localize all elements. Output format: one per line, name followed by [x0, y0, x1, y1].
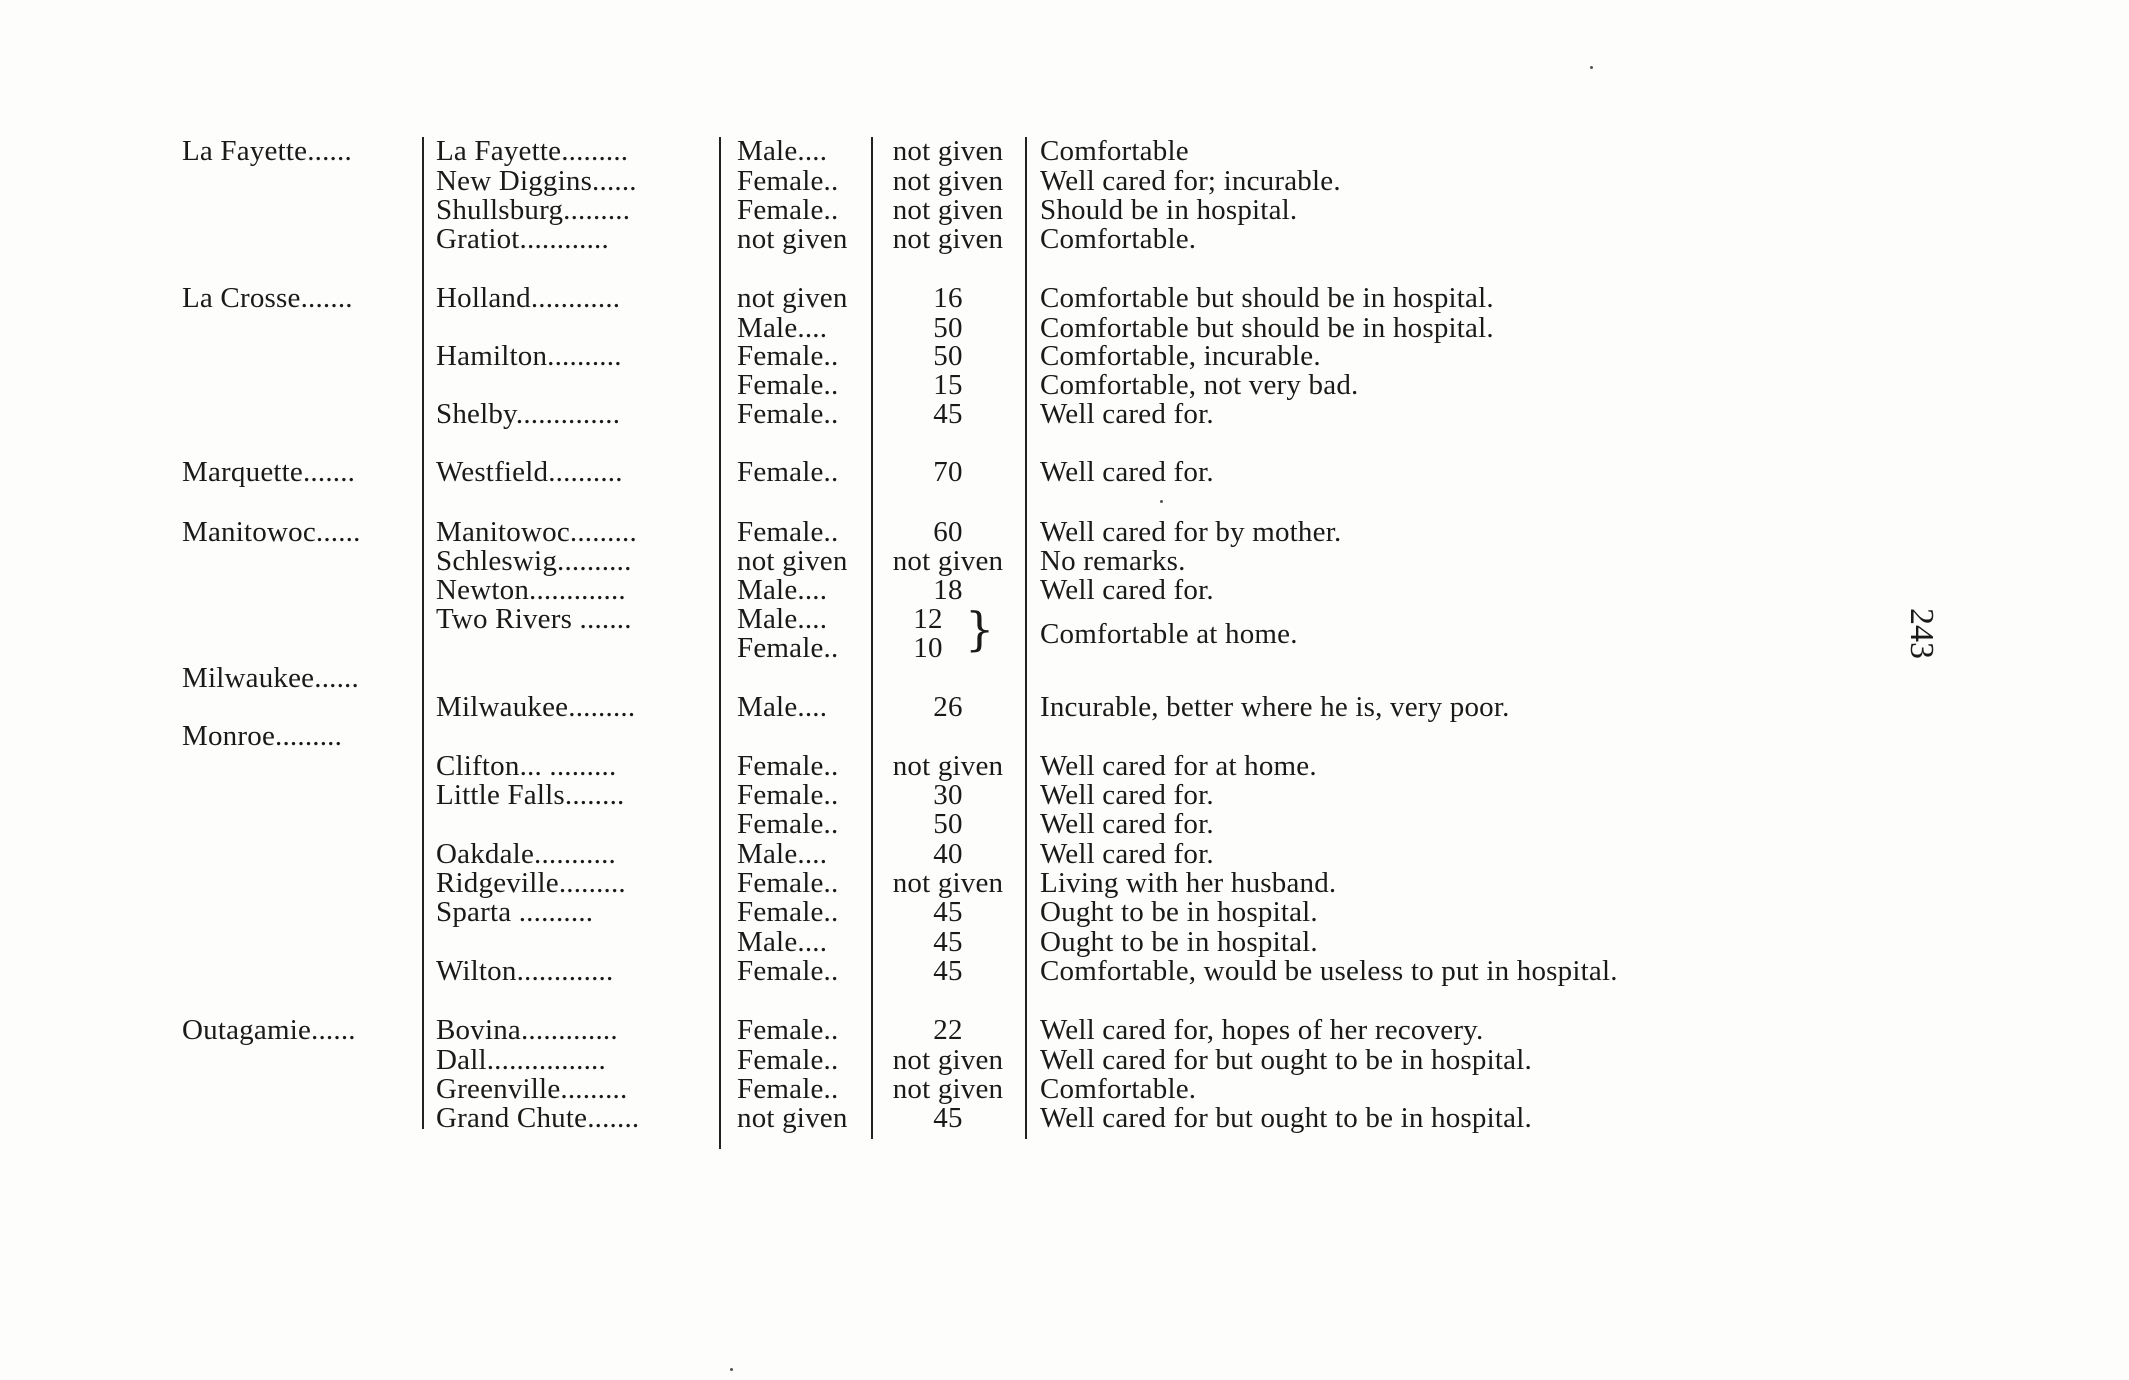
- town-cell: Milwaukee.........: [436, 691, 636, 723]
- age-cell: 45: [933, 1102, 963, 1134]
- age-cell: 26: [933, 691, 963, 723]
- remark-cell: Well cared for.: [1040, 456, 1214, 488]
- county-cell: Monroe.........: [182, 720, 343, 752]
- remark-cell: Living with her husband.: [1040, 867, 1337, 899]
- town-cell: Clifton... .........: [436, 750, 617, 782]
- remark-cell: Ought to be in hospital.: [1040, 896, 1318, 928]
- county-cell: Marquette.......: [182, 456, 356, 488]
- remark-cell: Comfortable.: [1040, 1073, 1197, 1105]
- county-cell: La Fayette......: [182, 135, 352, 167]
- county-cell: Outagamie......: [182, 1014, 356, 1046]
- column-rule-county: [422, 137, 424, 1129]
- age-cell: not given: [892, 545, 1004, 577]
- age-cell: 50: [933, 312, 963, 344]
- age-cell: 50: [933, 808, 963, 840]
- remark-cell: Well cared for.: [1040, 574, 1214, 606]
- column-rule-town: [719, 137, 721, 1149]
- sex-cell: Male....: [737, 838, 828, 870]
- age-cell: 30: [933, 779, 963, 811]
- sex-cell: Male....: [737, 574, 828, 606]
- remark-cell: Well cared for at home.: [1040, 750, 1317, 782]
- county-cell: La Crosse.......: [182, 282, 353, 314]
- remark-cell: Well cared for but ought to be in hospital.: [1040, 1102, 1532, 1134]
- column-rule-age: [1025, 137, 1027, 1139]
- age-cell: 10: [913, 632, 943, 664]
- sex-cell: Female..: [737, 369, 839, 401]
- remark-cell: Well cared for.: [1040, 779, 1214, 811]
- age-cell: 50: [933, 340, 963, 372]
- town-cell: Dall................: [436, 1044, 606, 1076]
- town-cell: Gratiot............: [436, 223, 609, 255]
- age-cell: 45: [933, 896, 963, 928]
- scan-speck: [730, 1368, 733, 1371]
- age-cell: 18: [933, 574, 963, 606]
- sex-cell: Male....: [737, 603, 828, 635]
- town-cell: Newton.............: [436, 574, 626, 606]
- town-cell: Greenville.........: [436, 1073, 628, 1105]
- town-cell: Bovina.............: [436, 1014, 618, 1046]
- sex-cell: Female..: [737, 896, 839, 928]
- town-cell: Shullsburg.........: [436, 194, 631, 226]
- sex-cell: Female..: [737, 750, 839, 782]
- town-cell: Wilton.............: [436, 955, 614, 987]
- sex-cell: Female..: [737, 1073, 839, 1105]
- sex-cell: Male....: [737, 926, 828, 958]
- sex-cell: Female..: [737, 808, 839, 840]
- remark-cell: Well cared for; incurable.: [1040, 165, 1341, 197]
- column-rule-sex: [871, 137, 873, 1139]
- age-cell: 16: [933, 282, 963, 314]
- remark-cell: Well cared for by mother.: [1040, 516, 1342, 548]
- town-cell: Little Falls........: [436, 779, 625, 811]
- scan-speck: [1160, 500, 1163, 503]
- town-cell: Holland............: [436, 282, 621, 314]
- age-cell: 12: [913, 603, 943, 635]
- sex-cell: Male....: [737, 312, 828, 344]
- remark-cell: Comfortable but should be in hospital.: [1040, 312, 1494, 344]
- remark-cell: Incurable, better where he is, very poor.: [1040, 691, 1510, 723]
- sex-cell: Female..: [737, 340, 839, 372]
- remark-cell: Comfortable, incurable.: [1040, 340, 1321, 372]
- age-cell: 70: [933, 456, 963, 488]
- age-cell: not given: [892, 135, 1004, 167]
- age-cell: not given: [892, 223, 1004, 255]
- town-cell: Grand Chute.......: [436, 1102, 640, 1134]
- age-cell: not given: [892, 867, 1004, 899]
- town-cell: Shelby..............: [436, 398, 621, 430]
- grouping-brace: }: [965, 602, 995, 656]
- town-cell: New Diggins......: [436, 165, 637, 197]
- sex-cell: Male....: [737, 135, 828, 167]
- age-cell: 22: [933, 1014, 963, 1046]
- sex-cell: Female..: [737, 516, 839, 548]
- remark-cell: Comfortable but should be in hospital.: [1040, 282, 1494, 314]
- sex-cell: not given: [737, 223, 848, 255]
- age-cell: not given: [892, 750, 1004, 782]
- sex-cell: Female..: [737, 955, 839, 987]
- town-cell: Ridgeville.........: [436, 867, 626, 899]
- age-cell: 45: [933, 926, 963, 958]
- sex-cell: not given: [737, 545, 848, 577]
- scan-speck: [1590, 66, 1593, 69]
- town-cell: Oakdale...........: [436, 838, 616, 870]
- page-number: 243: [1903, 608, 1940, 659]
- age-cell: not given: [892, 165, 1004, 197]
- sex-cell: Female..: [737, 1044, 839, 1076]
- age-cell: 40: [933, 838, 963, 870]
- sex-cell: Male....: [737, 691, 828, 723]
- town-cell: La Fayette.........: [436, 135, 629, 167]
- county-cell: Milwaukee......: [182, 662, 359, 694]
- town-cell: Hamilton..........: [436, 340, 622, 372]
- age-cell: 60: [933, 516, 963, 548]
- age-cell: 15: [933, 369, 963, 401]
- town-cell: Westfield..........: [436, 456, 623, 488]
- remark-cell: Comfortable: [1040, 135, 1189, 167]
- age-cell: not given: [892, 194, 1004, 226]
- remark-cell: Well cared for, hopes of her recovery.: [1040, 1014, 1484, 1046]
- town-cell: Schleswig..........: [436, 545, 632, 577]
- remark-cell: Well cared for but ought to be in hospital.: [1040, 1044, 1532, 1076]
- sex-cell: not given: [737, 282, 848, 314]
- age-cell: 45: [933, 398, 963, 430]
- sex-cell: Female..: [737, 456, 839, 488]
- town-cell: Sparta ..........: [436, 896, 594, 928]
- town-cell: Two Rivers .......: [436, 603, 632, 635]
- age-cell: not given: [892, 1044, 1004, 1076]
- remark-cell: No remarks.: [1040, 545, 1186, 577]
- remark-cell: Comfortable.: [1040, 223, 1197, 255]
- sex-cell: Female..: [737, 398, 839, 430]
- sex-cell: Female..: [737, 632, 839, 664]
- remark-cell: Should be in hospital.: [1040, 194, 1298, 226]
- sex-cell: Female..: [737, 194, 839, 226]
- age-cell: 45: [933, 955, 963, 987]
- town-cell: Manitowoc.........: [436, 516, 637, 548]
- sex-cell: Female..: [737, 779, 839, 811]
- sex-cell: Female..: [737, 165, 839, 197]
- remark-cell: Comfortable, would be useless to put in hospital.: [1040, 955, 1618, 987]
- remark-cell: Comfortable, not very bad.: [1040, 369, 1359, 401]
- county-cell: Manitowoc......: [182, 516, 361, 548]
- remark-cell: Well cared for.: [1040, 808, 1214, 840]
- sex-cell: not given: [737, 1102, 848, 1134]
- sex-cell: Female..: [737, 1014, 839, 1046]
- remark-cell: Comfortable at home.: [1040, 618, 1298, 650]
- age-cell: not given: [892, 1073, 1004, 1105]
- sex-cell: Female..: [737, 867, 839, 899]
- remark-cell: Ought to be in hospital.: [1040, 926, 1318, 958]
- remark-cell: Well cared for.: [1040, 838, 1214, 870]
- remark-cell: Well cared for.: [1040, 398, 1214, 430]
